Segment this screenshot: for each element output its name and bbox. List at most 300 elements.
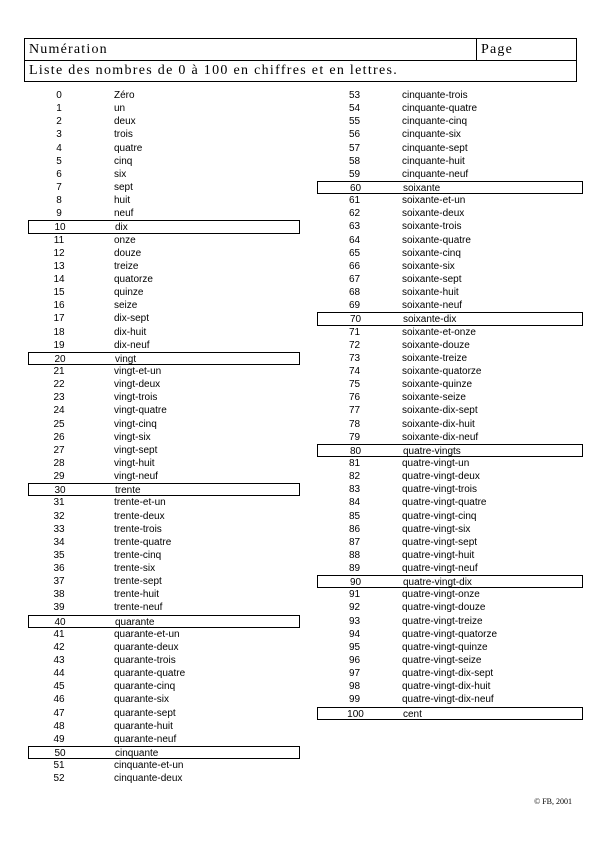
number-digits: 1: [56, 103, 62, 115]
number-row: [317, 312, 583, 325]
number-row: [317, 510, 583, 523]
number-digits: 10: [54, 222, 66, 234]
number-row: [317, 181, 583, 194]
number-words: trente-deux: [114, 510, 165, 522]
number-row: [28, 470, 300, 483]
number-digits: 33: [53, 523, 65, 535]
number-row: [28, 772, 300, 785]
number-words: seize: [114, 300, 138, 312]
number-row: [28, 339, 300, 352]
page-title: Numération: [29, 42, 108, 57]
number-row: [317, 286, 583, 299]
copyright-note: © FB, 2001: [534, 797, 572, 806]
number-words: vingt-six: [114, 431, 151, 443]
number-digits: 44: [53, 668, 65, 680]
number-row: [28, 628, 300, 641]
page-label: Page: [476, 39, 576, 60]
number-row: [28, 155, 300, 168]
number-row: [28, 693, 300, 706]
number-words: vingt: [115, 353, 137, 365]
number-list-right: [317, 89, 583, 720]
number-digits: 22: [53, 379, 65, 391]
number-words: quatre-vingt-quatorze: [402, 628, 498, 640]
number-words: cinquante: [115, 748, 159, 760]
number-words: trente-sept: [114, 576, 162, 588]
number-words: neuf: [114, 208, 134, 220]
number-digits: 23: [53, 392, 65, 404]
number-row: [317, 220, 583, 233]
number-row: [28, 588, 300, 601]
number-row: [28, 746, 300, 759]
number-row: [28, 549, 300, 562]
number-words: quatre-vingt-neuf: [402, 563, 478, 575]
number-row: [28, 575, 300, 588]
number-digits: 27: [53, 444, 65, 456]
number-words: soixante: [403, 182, 441, 194]
number-digits: 76: [348, 392, 361, 404]
number-digits: 99: [348, 694, 361, 706]
number-words: soixante-dix: [403, 314, 457, 326]
number-words: soixante-dix-sept: [402, 405, 478, 417]
number-digits: 75: [348, 379, 361, 391]
number-row: [317, 601, 583, 614]
number-words: soixante-trois: [402, 221, 462, 233]
number-digits: 11: [53, 234, 65, 246]
number-digits: 34: [53, 536, 65, 548]
number-row: [317, 194, 583, 207]
number-row: [28, 299, 300, 312]
number-row: [317, 155, 583, 168]
number-digits: 49: [53, 733, 65, 745]
number-digits: 83: [348, 484, 361, 496]
number-digits: 29: [53, 471, 65, 483]
number-words: quarante-quatre: [114, 668, 186, 680]
number-digits: 59: [348, 168, 361, 180]
number-words: vingt-huit: [114, 457, 155, 469]
number-row: [28, 601, 300, 614]
number-digits: 60: [349, 182, 362, 194]
number-digits: 39: [53, 602, 65, 614]
number-words: un: [114, 103, 126, 115]
number-words: soixante-et-un: [402, 195, 466, 207]
number-words: quatre-vingt-dix-sept: [402, 668, 494, 680]
number-digits: 97: [348, 668, 361, 680]
number-digits: 73: [348, 352, 361, 364]
number-row: [317, 352, 583, 365]
number-row: [28, 194, 300, 207]
number-row: [317, 431, 583, 444]
number-digits: 100: [347, 708, 364, 720]
number-row: [317, 483, 583, 496]
number-digits: 51: [53, 760, 65, 772]
number-words: quatre-vingt-douze: [402, 602, 486, 614]
number-words: cinquante-quatre: [402, 103, 478, 115]
number-digits: 25: [53, 418, 65, 430]
number-words: trente-quatre: [114, 536, 172, 548]
number-words: cinquante-cinq: [402, 116, 468, 128]
number-words: quarante-trois: [114, 655, 176, 667]
number-words: quatre-vingt-treize: [402, 615, 483, 627]
number-row: [317, 707, 583, 720]
number-digits: 86: [348, 523, 361, 535]
number-digits: 79: [348, 431, 361, 443]
number-words: quatre: [114, 142, 143, 154]
number-words: quatre-vingt-dix: [403, 577, 472, 589]
number-digits: 88: [348, 549, 361, 561]
number-digits: 20: [54, 353, 66, 365]
number-digits: 35: [53, 549, 65, 561]
number-row: [28, 352, 300, 365]
number-words: soixante-huit: [402, 287, 459, 299]
number-words: quatorze: [114, 273, 153, 285]
number-words: cinquante-sept: [402, 142, 468, 154]
number-digits: 24: [53, 405, 65, 417]
number-row: [28, 404, 300, 417]
number-row: [317, 667, 583, 680]
number-digits: 57: [348, 142, 361, 154]
number-digits: 40: [54, 616, 66, 628]
number-row: [28, 483, 300, 496]
number-words: cinq: [114, 155, 133, 167]
number-row: [28, 457, 300, 470]
number-row: [317, 247, 583, 260]
number-digits: 26: [53, 431, 65, 443]
number-digits: 31: [53, 497, 65, 509]
number-words: quatre-vingt-deux: [402, 471, 480, 483]
number-digits: 96: [348, 655, 361, 667]
number-row: [28, 207, 300, 220]
number-words: quatre-vingt-onze: [402, 589, 480, 601]
number-words: douze: [114, 247, 142, 259]
number-row: [28, 391, 300, 404]
number-words: dix-sept: [114, 313, 150, 325]
number-digits: 58: [348, 155, 361, 167]
number-words: quatre-vingt-dix-huit: [402, 681, 491, 693]
number-words: huit: [114, 195, 131, 207]
number-row: [317, 339, 583, 352]
number-digits: 62: [348, 208, 361, 220]
number-words: soixante-et-onze: [402, 326, 476, 338]
number-digits: 69: [348, 300, 361, 312]
number-words: quarante-sept: [114, 707, 176, 719]
number-row: [317, 365, 583, 378]
number-row: [28, 234, 300, 247]
number-digits: 32: [53, 510, 65, 522]
number-words: trente-et-un: [114, 497, 166, 509]
number-row: [28, 365, 300, 378]
number-words: vingt-et-un: [114, 365, 162, 377]
number-words: soixante-quatre: [402, 234, 471, 246]
number-words: trente-neuf: [114, 602, 163, 614]
number-row: [317, 654, 583, 667]
number-row: [317, 168, 583, 181]
number-list-left: [28, 89, 300, 785]
number-row: [317, 142, 583, 155]
number-digits: 93: [348, 615, 361, 627]
number-row: [28, 247, 300, 260]
number-words: quatre-vingt-dix-neuf: [402, 694, 494, 706]
number-row: [317, 496, 583, 509]
number-row: [28, 418, 300, 431]
number-row: [28, 536, 300, 549]
number-row: [28, 286, 300, 299]
number-digits: 74: [348, 365, 361, 377]
number-row: [317, 457, 583, 470]
number-digits: 16: [53, 300, 65, 312]
number-row: [317, 207, 583, 220]
number-digits: 72: [348, 339, 361, 351]
number-row: [317, 418, 583, 431]
number-digits: 95: [348, 641, 361, 653]
number-row: [317, 102, 583, 115]
number-row: [28, 523, 300, 536]
number-row: [28, 654, 300, 667]
number-words: quarante-et-un: [114, 628, 180, 640]
number-digits: 67: [348, 273, 361, 285]
number-digits: 45: [53, 681, 65, 693]
number-words: quinze: [114, 287, 144, 299]
number-digits: 87: [348, 536, 361, 548]
number-words: cinquante-neuf: [402, 168, 469, 180]
number-digits: 70: [349, 314, 362, 326]
number-digits: 6: [56, 168, 62, 180]
number-digits: 66: [348, 260, 361, 272]
number-digits: 56: [348, 129, 361, 141]
number-digits: 71: [348, 326, 361, 338]
number-digits: 21: [53, 365, 65, 377]
number-digits: 55: [348, 116, 361, 128]
number-words: soixante-treize: [402, 352, 468, 364]
number-digits: 14: [53, 273, 65, 285]
number-words: treize: [114, 260, 139, 272]
number-row: [28, 102, 300, 115]
number-digits: 2: [56, 116, 62, 128]
number-digits: 91: [348, 589, 361, 601]
number-row: [317, 115, 583, 128]
number-row: [28, 128, 300, 141]
number-row: [28, 759, 300, 772]
number-row: [317, 615, 583, 628]
number-words: quatre-vingt-huit: [402, 549, 475, 561]
number-row: [317, 89, 583, 102]
number-digits: 18: [53, 326, 65, 338]
number-row: [317, 680, 583, 693]
number-digits: 81: [348, 457, 361, 469]
number-words: cinquante-six: [402, 129, 461, 141]
number-digits: 94: [348, 628, 361, 640]
number-digits: 9: [56, 208, 62, 220]
number-digits: 54: [348, 103, 361, 115]
number-words: quarante-deux: [114, 641, 179, 653]
number-words: trente-six: [114, 563, 156, 575]
number-digits: 68: [348, 287, 361, 299]
number-words: trois: [114, 129, 133, 141]
number-digits: 36: [53, 563, 65, 575]
number-words: vingt-cinq: [114, 418, 157, 430]
number-words: soixante-dix-huit: [402, 418, 475, 430]
page-subtitle: Liste des nombres de 0 à 100 en chiffres et en lettres.: [29, 63, 399, 78]
number-digits: 7: [56, 181, 62, 193]
number-digits: 28: [53, 457, 65, 469]
number-row: [28, 115, 300, 128]
number-words: quatre-vingt-sept: [402, 536, 478, 548]
number-row: [28, 707, 300, 720]
number-words: vingt-quatre: [114, 405, 167, 417]
number-words: soixante-seize: [402, 392, 466, 404]
number-digits: 47: [53, 707, 65, 719]
number-row: [28, 496, 300, 509]
number-digits: 52: [53, 773, 65, 785]
number-words: vingt-neuf: [114, 471, 158, 483]
number-row: [317, 536, 583, 549]
number-row: [317, 549, 583, 562]
number-digits: 48: [53, 720, 65, 732]
number-row: [317, 641, 583, 654]
number-digits: 63: [348, 221, 361, 233]
number-row: [28, 615, 300, 628]
number-words: Zéro: [114, 90, 135, 101]
number-words: quatre-vingt-cinq: [402, 510, 477, 522]
number-row: [28, 181, 300, 194]
number-words: quarante: [115, 616, 155, 628]
number-row: [317, 273, 583, 286]
number-digits: 61: [348, 195, 361, 207]
number-words: cinquante-et-un: [114, 760, 184, 772]
number-row: [28, 273, 300, 286]
number-words: cinquante-trois: [402, 90, 468, 101]
number-words: quatre-vingt-quinze: [402, 641, 488, 653]
number-row: [317, 378, 583, 391]
number-words: vingt-sept: [114, 444, 158, 456]
number-words: quatre-vingt-six: [402, 523, 471, 535]
number-words: quarante-cinq: [114, 681, 176, 693]
number-digits: 85: [348, 510, 361, 522]
number-words: dix-huit: [114, 326, 147, 338]
number-digits: 50: [54, 748, 66, 760]
number-digits: 64: [348, 234, 361, 246]
number-digits: 4: [56, 142, 62, 154]
header-table: [24, 38, 577, 82]
number-words: quatre-vingt-quatre: [402, 497, 487, 509]
number-words: soixante-quinze: [402, 379, 473, 391]
number-row: [317, 299, 583, 312]
number-words: quatre-vingt-seize: [402, 655, 482, 667]
number-row: [28, 431, 300, 444]
number-digits: 8: [56, 195, 62, 207]
number-digits: 84: [348, 497, 361, 509]
number-row: [28, 142, 300, 155]
number-digits: 65: [348, 247, 361, 259]
number-words: deux: [114, 116, 136, 128]
number-row: [28, 312, 300, 325]
number-row: [317, 628, 583, 641]
number-words: soixante-dix-neuf: [402, 431, 479, 443]
number-words: soixante-deux: [402, 208, 465, 220]
number-row: [28, 378, 300, 391]
number-row: [28, 260, 300, 273]
number-words: quarante-neuf: [114, 733, 177, 745]
number-words: quatre-vingt-trois: [402, 484, 478, 496]
number-digits: 13: [53, 260, 65, 272]
number-words: quatre-vingts: [403, 445, 461, 457]
number-digits: 5: [56, 155, 62, 167]
number-digits: 43: [53, 655, 65, 667]
number-words: soixante-douze: [402, 339, 470, 351]
number-words: soixante-six: [402, 260, 455, 272]
number-row: [317, 404, 583, 417]
number-words: vingt-deux: [114, 379, 161, 391]
number-digits: 38: [53, 589, 65, 601]
number-words: vingt-trois: [114, 392, 158, 404]
number-digits: 30: [54, 485, 66, 497]
number-digits: 80: [349, 445, 362, 457]
number-digits: 78: [348, 418, 361, 430]
number-words: cinquante-deux: [114, 773, 183, 785]
number-words: sept: [114, 181, 133, 193]
number-row: [317, 523, 583, 536]
number-row: [28, 326, 300, 339]
number-words: six: [114, 168, 127, 180]
number-row: [28, 562, 300, 575]
number-digits: 90: [349, 577, 362, 589]
number-row: [317, 575, 583, 588]
number-words: dix: [115, 222, 128, 234]
number-words: soixante-neuf: [402, 300, 463, 312]
number-digits: 98: [348, 681, 361, 693]
number-digits: 19: [53, 339, 65, 351]
number-digits: 46: [53, 694, 65, 706]
number-row: [317, 326, 583, 339]
number-words: soixante-sept: [402, 273, 462, 285]
number-words: trente-cinq: [114, 549, 162, 561]
number-row: [28, 510, 300, 523]
number-row: [317, 562, 583, 575]
number-words: onze: [114, 234, 136, 246]
number-digits: 12: [53, 247, 65, 259]
number-row: [28, 733, 300, 746]
number-words: quarante-huit: [114, 720, 173, 732]
number-words: trente-trois: [114, 523, 162, 535]
number-row: [317, 588, 583, 601]
number-digits: 92: [348, 602, 361, 614]
number-words: trente: [115, 485, 141, 497]
number-words: trente-huit: [114, 589, 160, 601]
number-digits: 15: [53, 287, 65, 299]
number-row: [28, 168, 300, 181]
number-words: soixante-quatorze: [402, 365, 482, 377]
number-row: [28, 680, 300, 693]
number-words: cent: [403, 708, 422, 720]
number-digits: 42: [53, 641, 65, 653]
number-row: [28, 720, 300, 733]
number-row: [28, 89, 300, 102]
number-row: [28, 220, 300, 233]
number-digits: 3: [56, 129, 62, 141]
number-row: [317, 260, 583, 273]
number-row: [28, 667, 300, 680]
number-digits: 0: [56, 90, 62, 101]
number-words: cinquante-huit: [402, 155, 465, 167]
number-digits: 41: [53, 628, 65, 640]
number-words: dix-neuf: [114, 339, 150, 351]
number-row: [317, 693, 583, 706]
number-words: quarante-six: [114, 694, 170, 706]
number-row: [317, 470, 583, 483]
number-row: [317, 234, 583, 247]
number-row: [28, 444, 300, 457]
number-row: [317, 444, 583, 457]
number-digits: 17: [53, 313, 65, 325]
